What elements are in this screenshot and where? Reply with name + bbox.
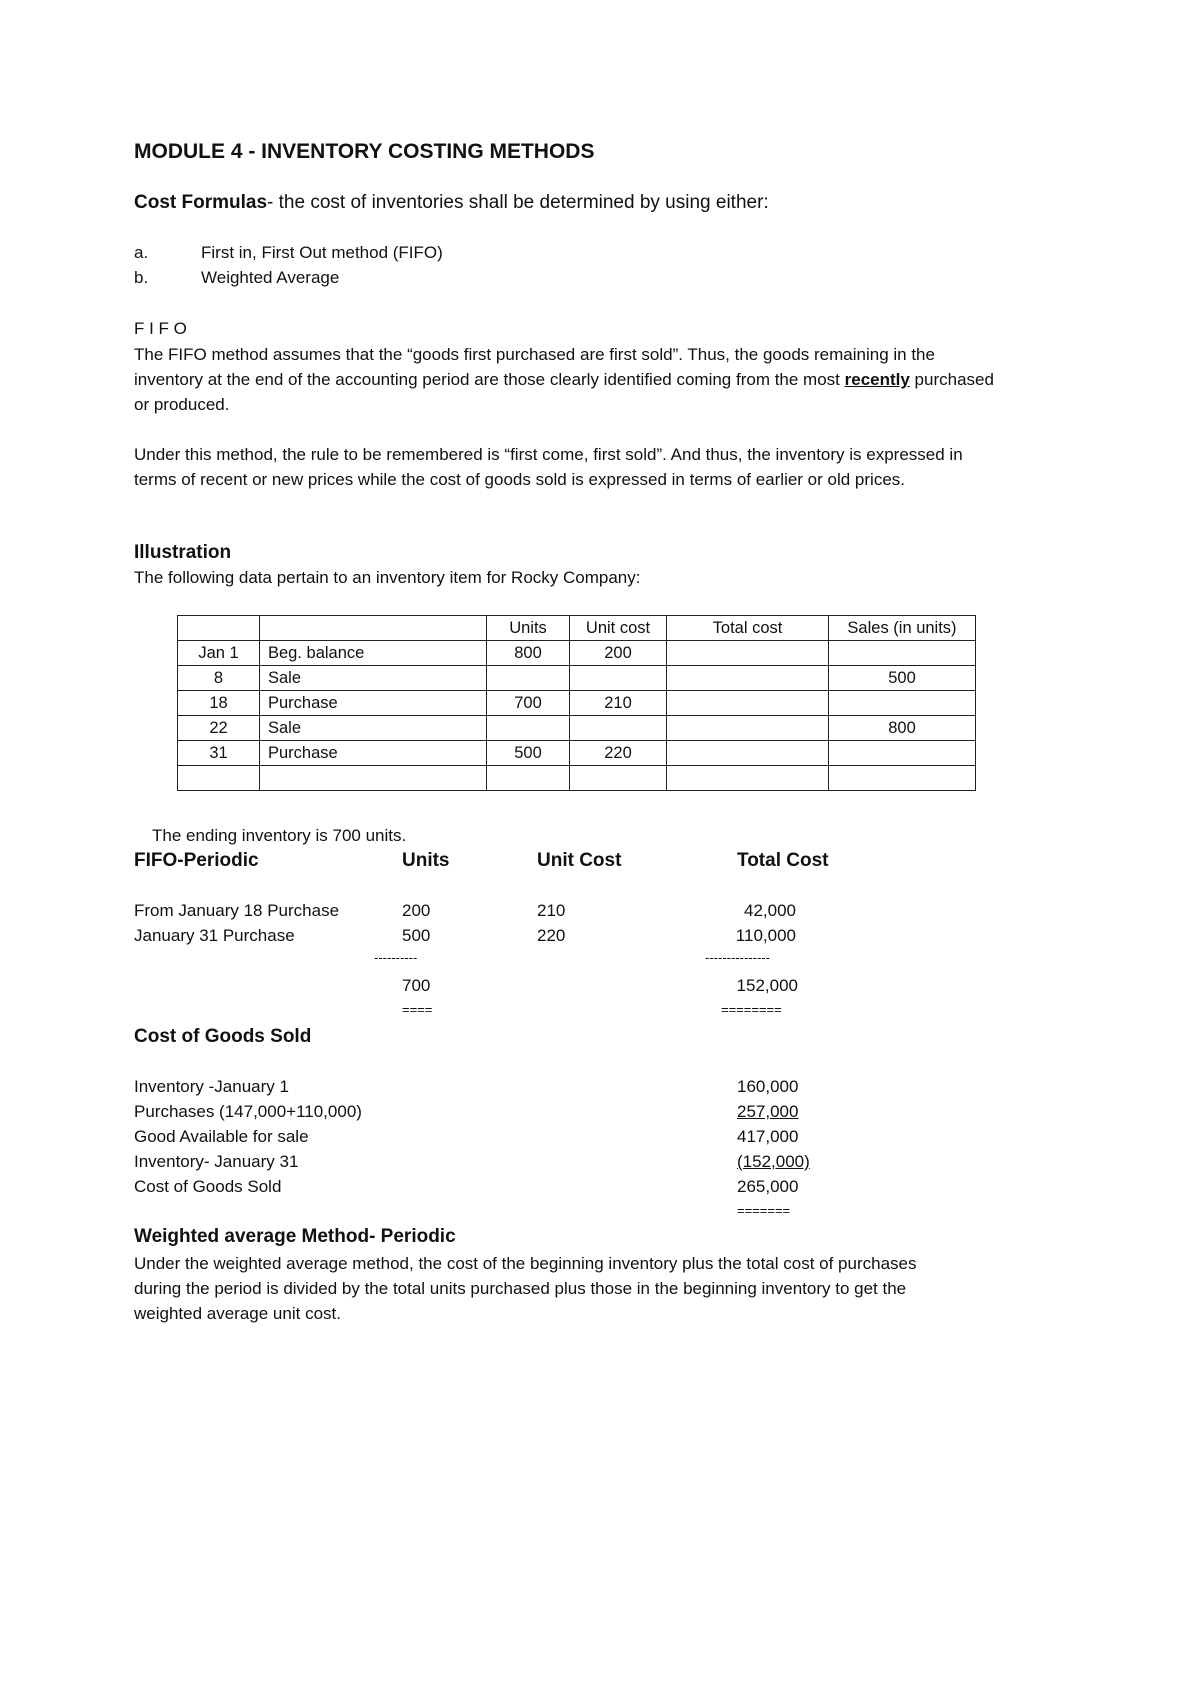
text: purchased or produced. <box>134 370 994 414</box>
table-cell: Purchase <box>260 741 487 766</box>
method-item-b <box>134 268 340 288</box>
ending-inventory-note: The ending inventory is 700 units. <box>152 826 407 845</box>
double-separator: ======= <box>737 1203 791 1218</box>
table-cell: Jan 1 <box>178 641 260 666</box>
table-row <box>178 666 976 691</box>
fifo-row-total: 42,000 <box>744 901 796 920</box>
list-text: Weighted Average <box>201 268 340 287</box>
page-title: MODULE 4 - INVENTORY COSTING METHODS <box>134 140 595 163</box>
cost-formulas-label: Cost Formulas <box>134 192 268 213</box>
fifo-total-cost: 152,000 <box>736 976 798 995</box>
table-cell <box>570 716 667 741</box>
total-cost-heading: Total Cost <box>737 850 829 871</box>
table-row <box>178 641 976 666</box>
cogs-row-label: Inventory -January 1 <box>134 1077 289 1096</box>
illustration-text: The following data pertain to an inventory item for Rocky Company: <box>134 568 641 587</box>
header-cell: Unit cost <box>570 616 667 641</box>
header-cell <box>260 616 487 641</box>
table-cell: 220 <box>570 741 667 766</box>
list-marker: b. <box>134 268 149 287</box>
header-cell: Total cost <box>667 616 829 641</box>
table-cell: Sale <box>260 666 487 691</box>
table-cell <box>829 641 976 666</box>
cogs-row-value: (152,000) <box>737 1152 810 1171</box>
table-cell <box>570 666 667 691</box>
header-cell: Units <box>487 616 570 641</box>
list-marker: a. <box>134 243 149 262</box>
cogs-heading: Cost of Goods Sold <box>134 1026 312 1047</box>
table-header-row <box>178 616 976 641</box>
fifo-total-units: 700 <box>402 976 431 995</box>
table-cell <box>178 766 260 791</box>
cogs-row-label: Purchases (147,000+110,000) <box>134 1102 362 1121</box>
table-cell: 22 <box>178 716 260 741</box>
double-separator: ======== <box>721 1002 782 1017</box>
table-cell <box>667 716 829 741</box>
fifo-paragraph-2: Under this method, the rule to be remembered is “first come, first sold”. And thus, the inventory is expressed in terms of recent or new prices while the cost of goods sold is expressed in terms of earlier or old prices. <box>134 445 963 489</box>
table-cell <box>667 641 829 666</box>
units-heading: Units <box>402 850 450 871</box>
table-cell <box>667 666 829 691</box>
table-row <box>178 766 976 791</box>
unit-cost-heading: Unit Cost <box>537 850 622 871</box>
table-row <box>178 691 976 716</box>
table-cell: 210 <box>570 691 667 716</box>
table-cell: 700 <box>487 691 570 716</box>
fifo-row-units: 500 <box>402 926 431 945</box>
header-cell: Sales (in units) <box>829 616 976 641</box>
emphasis-text: recently <box>844 370 910 389</box>
header-cell <box>178 616 260 641</box>
table-cell: Purchase <box>260 691 487 716</box>
separator: --------------- <box>705 950 770 965</box>
table-row <box>178 716 976 741</box>
fifo-paragraph-1 <box>134 342 994 417</box>
fifo-row-unit-cost: 210 <box>537 901 566 920</box>
list-text: First in, First Out method (FIFO) <box>201 243 443 262</box>
table-cell <box>570 766 667 791</box>
fifo-periodic-heading: FIFO-Periodic <box>134 850 259 871</box>
weighted-paragraph: Under the weighted average method, the cost of the beginning inventory plus the total cost of purchases during the period is divided by the total units purchased plus those in the beginning inventory to get the weighted average unit cost. <box>134 1254 917 1323</box>
table-cell: Beg. balance <box>260 641 487 666</box>
table-cell <box>829 691 976 716</box>
table-cell: 200 <box>570 641 667 666</box>
table-cell: 500 <box>829 666 976 691</box>
table-cell: 800 <box>829 716 976 741</box>
method-item-a <box>134 243 443 263</box>
table-cell <box>829 766 976 791</box>
table-cell <box>487 716 570 741</box>
cogs-row-value: 417,000 <box>737 1127 799 1146</box>
illustration-heading: Illustration <box>134 542 232 563</box>
table-row <box>178 741 976 766</box>
table-cell: 31 <box>178 741 260 766</box>
cogs-row-label: Good Available for sale <box>134 1127 309 1146</box>
table-cell: 18 <box>178 691 260 716</box>
cogs-row-value: 160,000 <box>737 1077 799 1096</box>
cogs-row-label: Inventory- January 31 <box>134 1152 299 1171</box>
fifo-row-total: 110,000 <box>735 926 796 945</box>
weighted-heading: Weighted average Method- Periodic <box>134 1226 456 1247</box>
cogs-row-value: 265,000 <box>737 1177 799 1196</box>
text: The FIFO method assumes that the “goods first purchased are first sold”. Thus, the goods remaining in the inventory at the end of the accounting period are those clearly identified coming from the most <box>134 345 935 389</box>
double-separator: ==== <box>402 1002 433 1017</box>
table-cell <box>260 766 487 791</box>
inventory-table <box>177 615 976 791</box>
table-cell <box>667 766 829 791</box>
table-cell <box>829 741 976 766</box>
separator: ---------- <box>374 950 418 965</box>
fifo-row-label: January 31 Purchase <box>134 926 295 945</box>
cogs-row-label: Cost of Goods Sold <box>134 1177 282 1196</box>
fifo-row-units: 200 <box>402 901 431 920</box>
table-cell: 800 <box>487 641 570 666</box>
table-cell <box>487 766 570 791</box>
table-cell <box>487 666 570 691</box>
table-cell: 500 <box>487 741 570 766</box>
cost-formulas-text: - the cost of inventories shall be determined by using either: <box>267 192 769 213</box>
table-cell: Sale <box>260 716 487 741</box>
cogs-row-value: 257,000 <box>737 1102 799 1121</box>
fifo-row-label: From January 18 Purchase <box>134 901 340 920</box>
table-cell <box>667 691 829 716</box>
fifo-row-unit-cost: 220 <box>537 926 566 945</box>
table-cell: 8 <box>178 666 260 691</box>
cost-formulas-line <box>134 192 769 214</box>
table-cell <box>667 741 829 766</box>
fifo-heading: F I F O <box>134 319 187 338</box>
